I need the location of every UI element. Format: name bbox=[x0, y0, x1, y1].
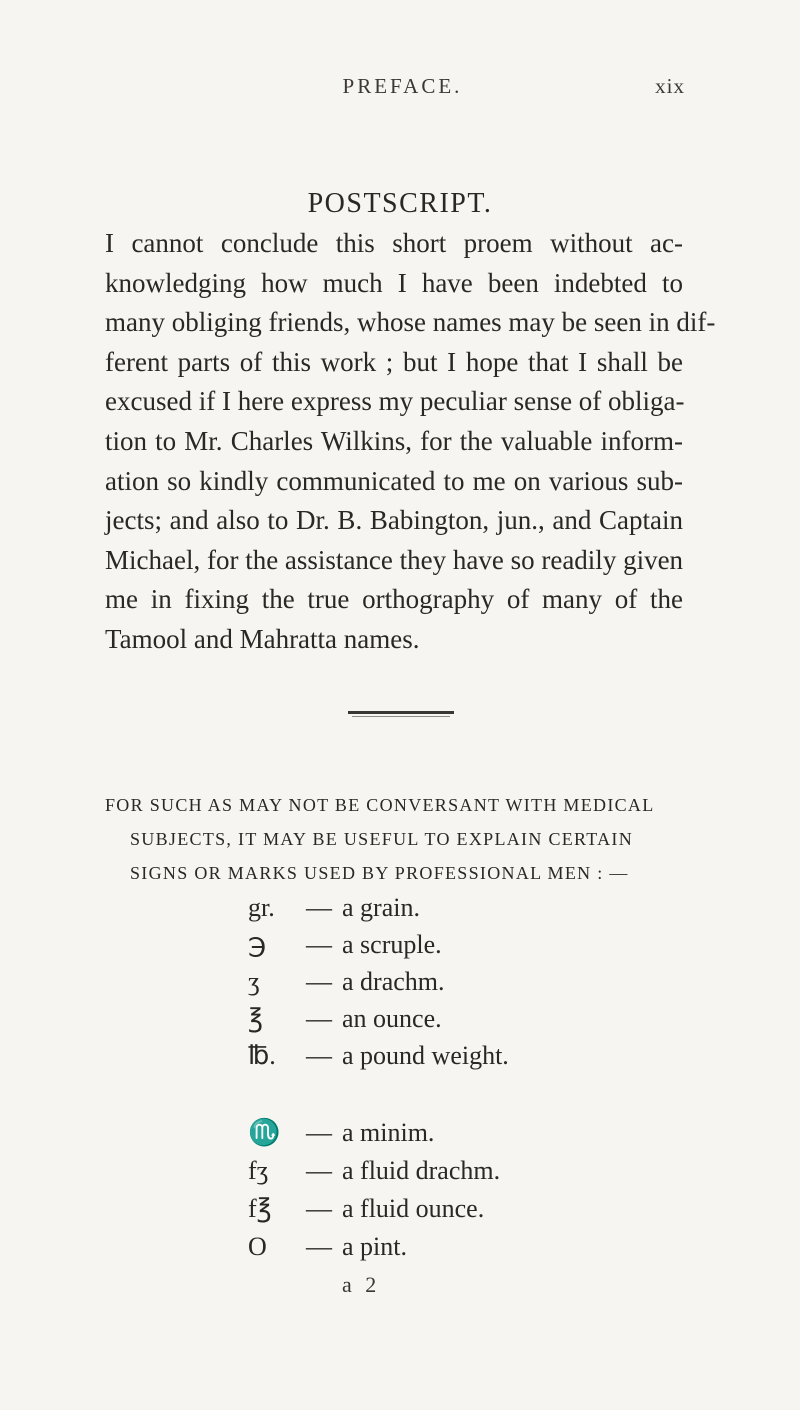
section-heading: POSTSCRIPT. bbox=[307, 188, 493, 219]
paragraph-line: ferent parts of this work ; but I hope that I shall be bbox=[105, 346, 683, 377]
paragraph-line: me in fixing the true orthography of many of the bbox=[105, 584, 683, 615]
sign-dash: — bbox=[306, 1194, 332, 1223]
note-line: SUBJECTS, IT MAY BE USEFUL TO EXPLAIN CERTAIN bbox=[130, 829, 634, 849]
note-line: SIGNS OR MARKS USED BY PROFESSIONAL MEN : — bbox=[130, 863, 629, 883]
paragraph-line: excused if I here express my peculiar sense of obliga- bbox=[105, 386, 685, 417]
measure-row bbox=[240, 1232, 700, 1270]
sign-symbol: ♏ bbox=[248, 1118, 281, 1147]
paragraph-line: many obliging friends, whose names may be seen in dif- bbox=[105, 307, 716, 338]
measure-row bbox=[240, 1118, 700, 1156]
signature-mark: a 2 bbox=[342, 1272, 381, 1297]
sign-meaning: a pound weight. bbox=[342, 1041, 509, 1070]
sign-meaning: an ounce. bbox=[342, 1004, 442, 1033]
sign-symbol: gr. bbox=[248, 893, 275, 922]
weight-row bbox=[240, 893, 700, 930]
section-divider-rule-thin bbox=[352, 716, 450, 717]
sign-symbol: ℈ bbox=[248, 930, 267, 959]
running-head-title: PREFACE. bbox=[342, 74, 463, 98]
section-divider-rule bbox=[348, 711, 454, 714]
sign-meaning: a pint. bbox=[342, 1232, 407, 1261]
sign-meaning: a fluid drachm. bbox=[342, 1156, 501, 1185]
sign-meaning: a grain. bbox=[342, 893, 420, 922]
paragraph-line: Tamool and Mahratta names. bbox=[105, 623, 420, 654]
weight-row bbox=[240, 967, 700, 1004]
paragraph-line: knowledging how much I have been indebted to bbox=[105, 267, 683, 298]
sign-symbol: fʒ bbox=[248, 1156, 269, 1185]
measures-list bbox=[240, 1118, 700, 1270]
weight-row bbox=[240, 1004, 700, 1041]
running-head bbox=[120, 74, 685, 104]
paragraph-line: ation so kindly communicated to me on various sub- bbox=[105, 465, 683, 496]
weight-row bbox=[240, 930, 700, 967]
sign-meaning: a minim. bbox=[342, 1118, 435, 1147]
weight-row bbox=[240, 1041, 700, 1078]
sign-meaning: a scruple. bbox=[342, 930, 442, 959]
sign-dash: — bbox=[306, 1118, 332, 1147]
sign-symbol: ℔. bbox=[248, 1041, 276, 1070]
paragraph-line: jects; and also to Dr. B. Babington, jun., and Captain bbox=[105, 505, 683, 536]
sign-dash: — bbox=[306, 1041, 332, 1070]
sign-symbol: ʒ bbox=[248, 967, 260, 996]
sign-meaning: a drachm. bbox=[342, 967, 445, 996]
sign-dash: — bbox=[306, 930, 332, 959]
measure-row bbox=[240, 1194, 700, 1232]
sign-symbol: ℥ bbox=[248, 1004, 264, 1033]
sign-dash: — bbox=[306, 1004, 332, 1033]
page-number: xix bbox=[655, 74, 685, 98]
sign-dash: — bbox=[306, 1232, 332, 1261]
sign-meaning: a fluid ounce. bbox=[342, 1194, 485, 1223]
sign-dash: — bbox=[306, 1156, 332, 1185]
postscript-paragraph bbox=[105, 224, 716, 660]
paragraph-line: Michael, for the assistance they have so readily given bbox=[105, 544, 684, 575]
signs-note bbox=[105, 788, 695, 890]
sign-symbol: O bbox=[248, 1232, 267, 1261]
measure-row bbox=[240, 1156, 700, 1194]
note-line: FOR SUCH AS MAY NOT BE CONVERSANT WITH MEDICAL bbox=[105, 795, 655, 815]
weights-list bbox=[240, 893, 700, 1078]
paragraph-line: I cannot conclude this short proem without ac- bbox=[105, 228, 683, 258]
sign-symbol: f℥ bbox=[248, 1194, 272, 1223]
sign-dash: — bbox=[306, 893, 332, 922]
sign-dash: — bbox=[306, 967, 332, 996]
paragraph-line: tion to Mr. Charles Wilkins, for the valuable inform- bbox=[105, 425, 683, 456]
